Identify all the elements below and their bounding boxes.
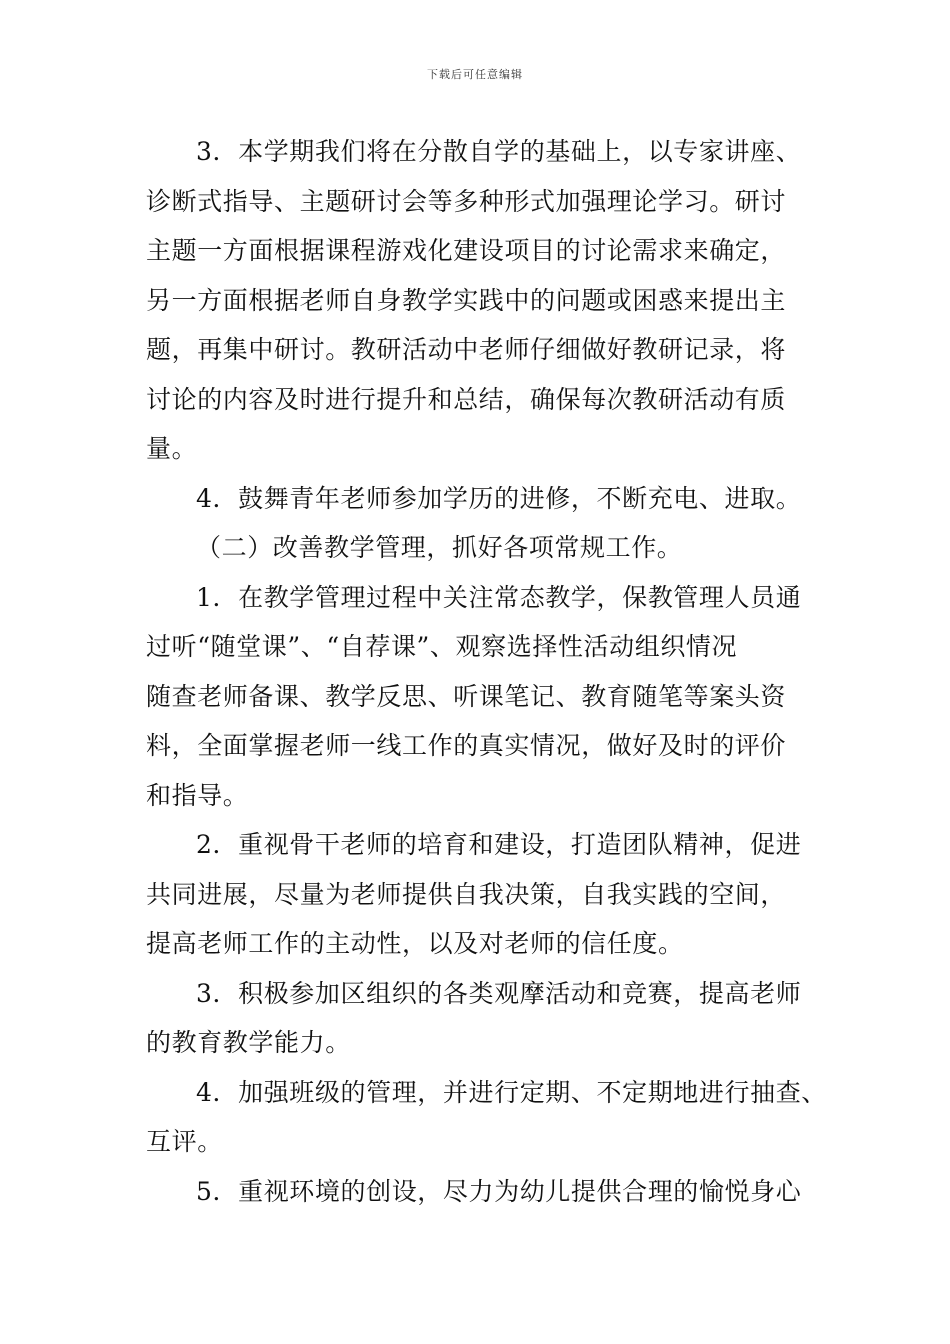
page-header: 下载后可任意编辑 — [427, 68, 523, 81]
text-line: 过听“随堂课”、“自荐课”、观察选择性活动组织情况 — [146, 632, 738, 661]
text-line: 2．重视骨干老师的培育和建设，打造团队精神，促进 — [196, 830, 802, 859]
text-line: 4．鼓舞青年老师参加学历的进修，不断充电、进取。 — [196, 483, 802, 513]
text-line: 另一方面根据老师自身教学实践中的问题或困惑来提出主 — [146, 285, 787, 315]
text-line: 量。 — [146, 434, 198, 463]
text-line: 和指导。 — [146, 780, 249, 810]
text-line: 随查老师备课、教学反思、听课笔记、教育随笔等案头资 — [146, 681, 787, 711]
section-heading: （二）改善教学管理，抓好各项常规工作。 — [196, 533, 683, 562]
body-text — [146, 127, 827, 1216]
text-line: 料，全面掌握老师一线工作的真实情况，做好及时的评价 — [146, 731, 787, 760]
text-line: 主题一方面根据课程游戏化建设项目的讨论需求来确定， — [146, 236, 787, 265]
text-line: 5．重视环境的创设，尽力为幼儿提供合理的愉悦身心 — [196, 1176, 802, 1206]
text-line: 共同进展，尽量为老师提供自我决策，自我实践的空间， — [146, 879, 787, 909]
text-line: 1．在教学管理过程中关注常态教学，保教管理人员通 — [196, 582, 802, 612]
text-line: 互评。 — [146, 1127, 223, 1156]
text-line: 的教育教学能力。 — [146, 1028, 351, 1057]
text-line: 诊断式指导、主题研讨会等多种形式加强理论学习。研讨 — [146, 186, 787, 216]
text-line: 4．加强班级的管理，并进行定期、不定期地进行抽查、 — [196, 1077, 827, 1107]
text-line: 讨论的内容及时进行提升和总结，确保每次教研活动有质 — [146, 384, 787, 414]
text-line: 提高老师工作的主动性，以及对老师的信任度。 — [146, 929, 684, 958]
text-line: 题，再集中研讨。教研活动中老师仔细做好教研记录，将 — [146, 335, 787, 364]
text-line: 3．本学期我们将在分散自学的基础上，以专家讲座、 — [196, 137, 802, 166]
text-line: 3．积极参加区组织的各类观摩活动和竞赛，提高老师 — [196, 978, 802, 1008]
